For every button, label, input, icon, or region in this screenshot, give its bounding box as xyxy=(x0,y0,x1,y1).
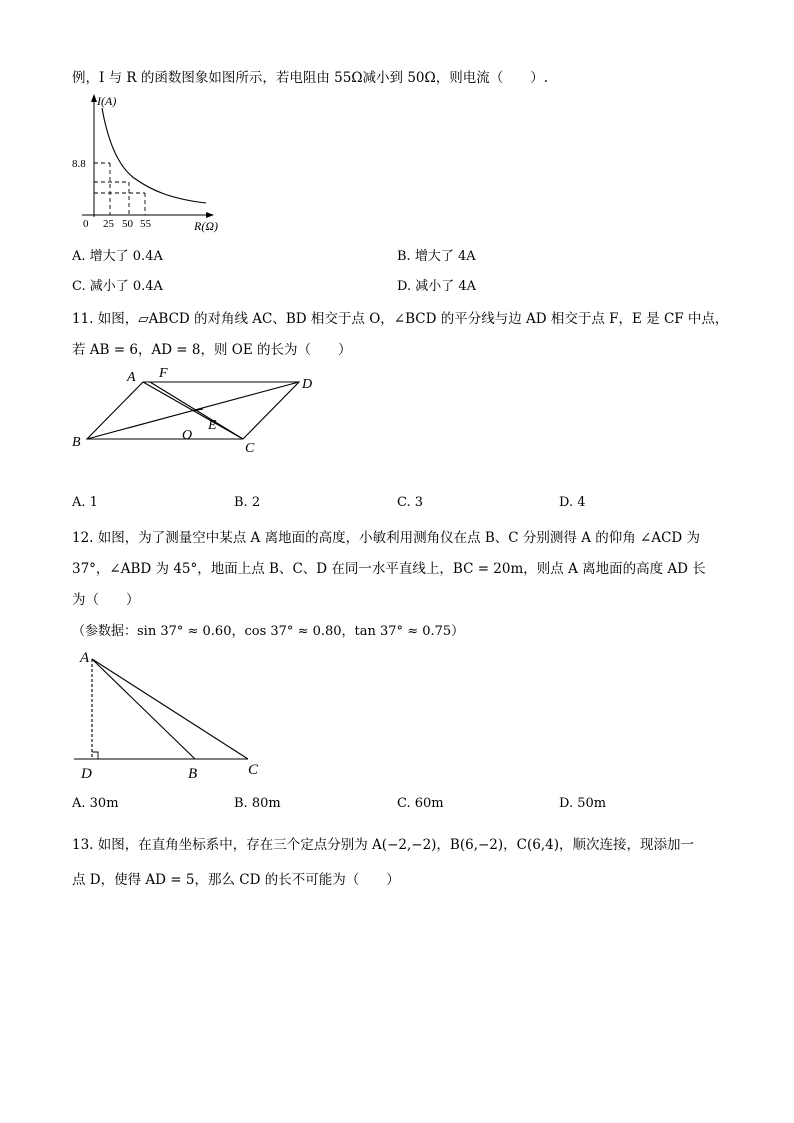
label-o: O xyxy=(182,428,193,443)
line-ab xyxy=(92,659,195,759)
origin-label: 0 xyxy=(83,218,89,230)
q11-option-d[interactable]: D. 4 xyxy=(559,495,586,510)
label-a: A xyxy=(127,370,136,385)
q11-option-b[interactable]: B. 2 xyxy=(234,495,261,510)
label-e: E xyxy=(208,418,217,433)
q13-stem-line1: 13. 如图，在直角坐标系中，存在三个定点分别为 A(−2,−2)，B(6,−2)，C(6,4)，顺次连接，现添加一 xyxy=(72,837,694,853)
label-c: C xyxy=(248,762,259,778)
q12-elevation-figure xyxy=(70,645,280,785)
q11-option-c[interactable]: C. 3 xyxy=(397,495,424,510)
q10-inverse-graph xyxy=(72,92,232,234)
q12-option-a[interactable]: A. 30m xyxy=(72,796,119,811)
q11-stem-line2: 若 AB = 6，AD = 8，则 OE 的长为（ ） xyxy=(72,342,352,358)
x-axis-arrow xyxy=(206,212,214,218)
inverse-curve xyxy=(102,108,206,203)
q10-option-c[interactable]: C. 减小了 0.4A xyxy=(72,279,163,294)
label-c: C xyxy=(245,441,255,456)
q10-stem: 例，I 与 R 的函数图象如图所示，若电阻由 55Ω减小到 50Ω，则电流（ ）. xyxy=(72,70,548,86)
q12-option-c[interactable]: C. 60m xyxy=(397,796,444,811)
label-d: D xyxy=(302,377,313,392)
label-a: A xyxy=(80,650,90,666)
x-tick-55: 55 xyxy=(140,218,151,230)
q11-parallelogram-figure xyxy=(70,364,330,484)
q11-stem-line1: 11. 如图，▱ABCD 的对角线 AC、BD 相交于点 O，∠BCD 的平分线与边 AD 相交于点 F，E 是 CF 中点， xyxy=(72,311,729,327)
q10-option-b[interactable]: B. 增大了 4A xyxy=(397,249,476,264)
q10-option-d[interactable]: D. 减小了 4A xyxy=(397,279,477,294)
x-tick-25: 25 xyxy=(103,218,114,230)
x-tick-50: 50 xyxy=(122,218,133,230)
q12-stem-line3: 为（ ） xyxy=(72,592,140,608)
line-ac xyxy=(92,659,248,759)
label-d: D xyxy=(81,766,92,782)
label-b: B xyxy=(72,435,81,450)
q12-stem-line2: 37°，∠ABD 为 45°，地面上点 B、C、D 在同一水平直线上，BC = 20m，则点 A 离地面的高度 AD 长 xyxy=(72,561,706,577)
q12-reference-data: （参数据：sin 37° ≈ 0.60，cos 37° ≈ 0.80，tan 37° ≈ 0.75） xyxy=(72,624,465,639)
q13-stem-line2: 点 D，使得 AD = 5，那么 CD 的长不可能为（ ） xyxy=(72,872,400,888)
q12-option-d[interactable]: D. 50m xyxy=(559,796,607,811)
y-axis-label: I(A) xyxy=(97,94,117,108)
label-b: B xyxy=(188,766,198,782)
q11-option-a[interactable]: A. 1 xyxy=(72,495,98,510)
q12-stem-line1: 12. 如图，为了测量空中某点 A 离地面的高度，小敏利用测角仪在点 B、C 分别测得 A 的仰角 ∠ACD 为 xyxy=(72,530,701,546)
label-f: F xyxy=(159,366,168,381)
q10-option-a[interactable]: A. 增大了 0.4A xyxy=(72,249,163,264)
q12-option-b[interactable]: B. 80m xyxy=(234,796,281,811)
y-tick-8.8: 8.8 xyxy=(72,158,86,170)
x-axis-label: R(Ω) xyxy=(194,219,218,233)
right-angle-mark xyxy=(92,752,98,759)
